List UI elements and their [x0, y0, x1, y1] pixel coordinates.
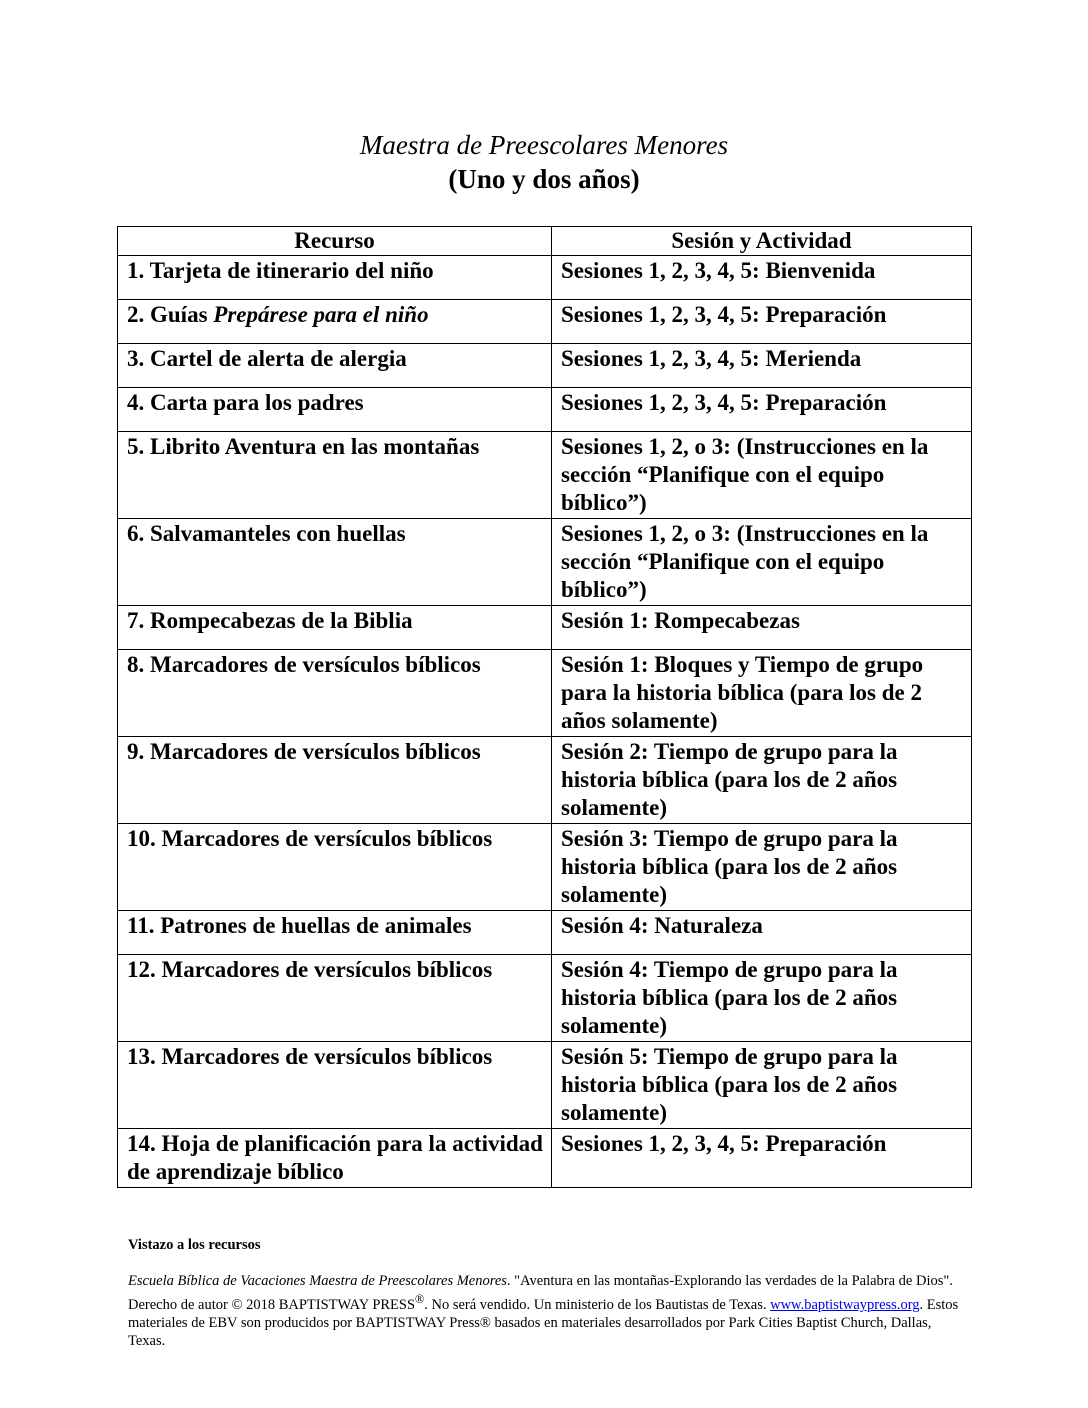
title-line-1: Maestra de Preescolares Menores	[359, 130, 729, 160]
table-row	[118, 388, 972, 432]
resource-cell: 14. Hoja de planificación para la actividad de aprendizaje bíblico	[118, 1129, 552, 1188]
resource-cell: 13. Marcadores de versículos bíblicos	[118, 1042, 552, 1129]
resource-cell: 8. Marcadores de versículos bíblicos	[118, 650, 552, 737]
resource-cell: 3. Cartel de alerta de alergia	[118, 344, 552, 388]
page-title	[0, 128, 1088, 196]
table-row	[118, 300, 972, 344]
session-cell: Sesiones 1, 2, o 3: (Instrucciones en la sección “Planifique con el equipo bíblico”)	[552, 519, 972, 606]
resource-cell: 12. Marcadores de versículos bíblicos	[118, 955, 552, 1042]
resource-cell: 11. Patrones de huellas de animales	[118, 911, 552, 955]
website-link[interactable]: www.baptistwaypress.org	[770, 1296, 920, 1313]
title-line-2: (Uno y dos años)	[448, 164, 640, 194]
resource-cell: 5. Librito Aventura en las montañas	[118, 432, 552, 519]
table-row	[118, 256, 972, 300]
footer-label: Vistazo a los recursos	[128, 1237, 261, 1253]
footer-text-1: . "Aventura en las montañas-Explorando las verdades de la Palabra de Dios". Derecho de autor © 2018 BAPTISTWAY PRESS	[128, 1273, 953, 1313]
session-cell: Sesión 4: Tiempo de grupo para la historia bíblica (para los de 2 años solamente)	[552, 955, 972, 1042]
session-cell: Sesiones 1, 2, 3, 4, 5: Preparación	[552, 300, 972, 344]
session-cell: Sesión 3: Tiempo de grupo para la historia bíblica (para los de 2 años solamente)	[552, 824, 972, 911]
resource-cell: 4. Carta para los padres	[118, 388, 552, 432]
resource-cell	[118, 300, 552, 344]
copyright-notice	[128, 1272, 968, 1350]
header-recurso: Recurso	[118, 227, 552, 256]
table-row	[118, 650, 972, 737]
table-row	[118, 824, 972, 911]
session-cell: Sesión 4: Naturaleza	[552, 911, 972, 955]
session-cell: Sesiones 1, 2, 3, 4, 5: Preparación	[552, 388, 972, 432]
session-cell: Sesión 5: Tiempo de grupo para la historia bíblica (para los de 2 años solamente)	[552, 1042, 972, 1129]
table-row	[118, 606, 972, 650]
resource-cell: 6. Salvamanteles con huellas	[118, 519, 552, 606]
session-cell: Sesión 1: Rompecabezas	[552, 606, 972, 650]
footer-text-3: . Estos materiales de EBV son producidos por BAPTISTWAY Press® basados en materiales desarrollados por Park Cities Baptist Church, Dallas, Texas.	[128, 1296, 959, 1349]
footer-italic-title: Escuela Bíblica de Vacaciones Maestra de Preescolares Menores	[128, 1273, 507, 1289]
table-row	[118, 519, 972, 606]
table-row	[118, 911, 972, 955]
session-cell: Sesión 2: Tiempo de grupo para la historia bíblica (para los de 2 años solamente)	[552, 737, 972, 824]
resource-cell: 7. Rompecabezas de la Biblia	[118, 606, 552, 650]
table-row	[118, 955, 972, 1042]
footer	[128, 1236, 968, 1350]
table-row	[118, 1129, 972, 1188]
session-cell: Sesiones 1, 2, 3, 4, 5: Merienda	[552, 344, 972, 388]
table-row	[118, 737, 972, 824]
resource-cell: 9. Marcadores de versículos bíblicos	[118, 737, 552, 824]
session-cell: Sesiones 1, 2, 3, 4, 5: Bienvenida	[552, 256, 972, 300]
session-cell: Sesiones 1, 2, o 3: (Instrucciones en la sección “Planifique con el equipo bíblico”)	[552, 432, 972, 519]
resource-italic: Prepárese para el niño	[213, 302, 429, 327]
session-cell: Sesión 1: Bloques y Tiempo de grupo para la historia bíblica (para los de 2 años solamente)	[552, 650, 972, 737]
resource-cell: 10. Marcadores de versículos bíblicos	[118, 824, 552, 911]
resources-table	[117, 226, 972, 1188]
resource-cell: 1. Tarjeta de itinerario del niño	[118, 256, 552, 300]
table-row	[118, 344, 972, 388]
header-sesion-actividad: Sesión y Actividad	[552, 227, 972, 256]
table-row	[118, 1042, 972, 1129]
table-row	[118, 432, 972, 519]
session-cell: Sesiones 1, 2, 3, 4, 5: Preparación	[552, 1129, 972, 1188]
table-header-row	[118, 227, 972, 256]
resource-prefix: 2. Guías	[127, 302, 214, 327]
registered-mark: ®	[415, 1292, 425, 1306]
footer-text-2: . No será vendido. Un ministerio de los Bautistas de Texas.	[424, 1296, 771, 1313]
